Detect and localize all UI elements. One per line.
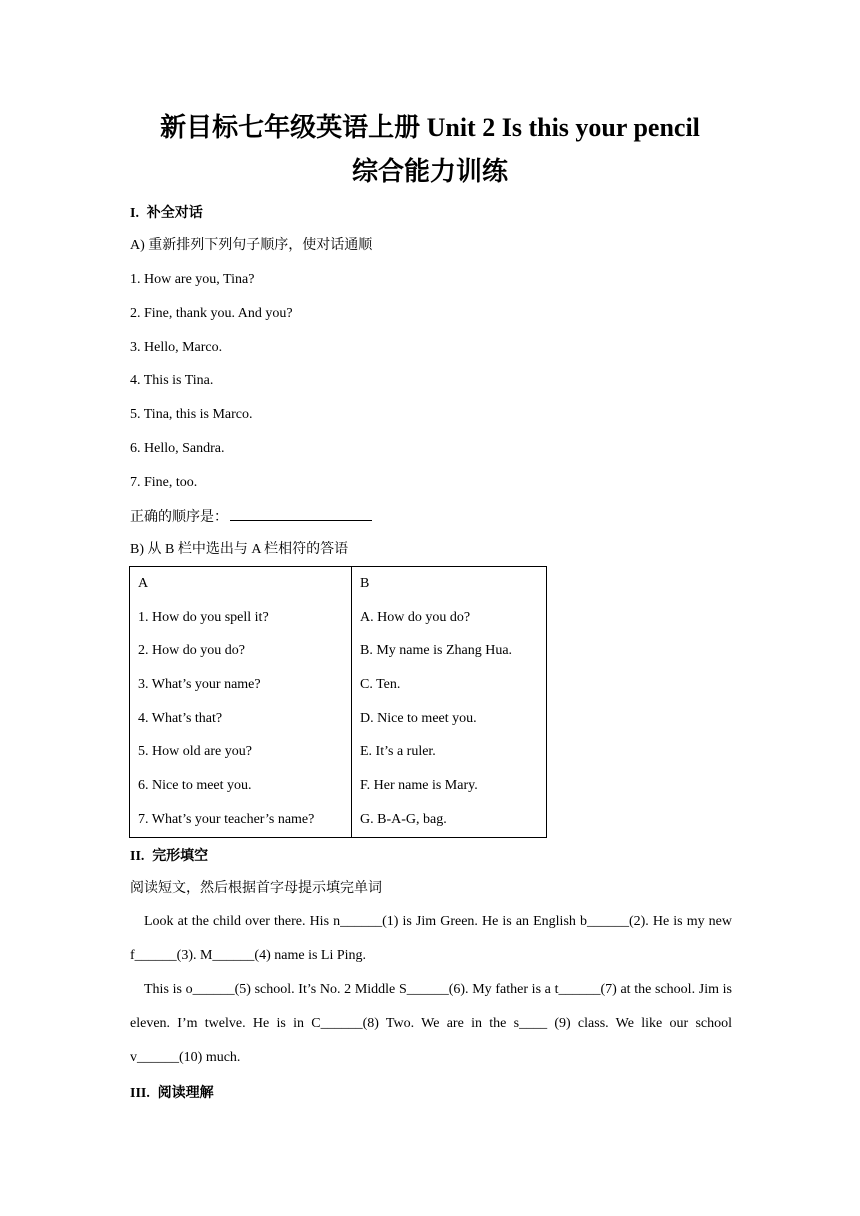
- answer-f: F. Her name is Mary.: [360, 778, 478, 794]
- section-3-title: 阅读理解: [157, 1084, 214, 1100]
- part-a-instruction: A) 重新排列下列句子顺序，使对话通顺: [130, 238, 373, 253]
- sentence-4: 4. This is Tina.: [130, 373, 214, 388]
- question-2: 2. How do you do?: [138, 643, 245, 659]
- answer-label: 正确的顺序是：: [130, 510, 228, 525]
- section-1-title: 补全对话: [146, 204, 203, 220]
- section-2-number: II.: [130, 849, 145, 864]
- sentence-6: 6. Hello, Sandra.: [130, 441, 225, 456]
- cloze-paragraph-1: Look at the child over there. His n______(1) is Jim Green. He is an English b______(2). He is my new f______(3). M______(4) name is Li Ping.: [130, 914, 732, 963]
- sentence-1: 1. How are you, Tina?: [130, 272, 255, 287]
- section-2-title: 完形填空: [152, 847, 209, 863]
- sentence-3: 3. Hello, Marco.: [130, 340, 223, 355]
- section-3-heading: [130, 1083, 214, 1103]
- part-b-instruction: B) 从 B 栏中选出与 A 栏相符的答语: [130, 542, 349, 557]
- matching-table: [129, 566, 547, 838]
- question-7: 7. What’s your teacher’s name?: [138, 811, 315, 827]
- document-subtitle: 综合能力训练: [351, 157, 508, 186]
- document-title: 新目标七年级英语上册 Unit 2 Is this your pencil: [160, 113, 700, 142]
- column-a: [130, 567, 352, 838]
- section-1-heading: [130, 203, 203, 223]
- question-5: 5. How old are you?: [138, 744, 252, 760]
- question-1: 1. How do you spell it?: [138, 609, 269, 625]
- column-b-header: B: [360, 576, 370, 591]
- question-6: 6. Nice to meet you.: [138, 778, 252, 794]
- question-4: 4. What’s that?: [138, 710, 223, 726]
- section-2-instruction: 阅读短文，然后根据首字母提示填完单词: [130, 881, 382, 896]
- answer-b: B. My name is Zhang Hua.: [360, 643, 513, 659]
- column-a-header: A: [138, 576, 149, 591]
- answer-a: A. How do you do?: [360, 609, 471, 625]
- answer-g: G. B-A-G, bag.: [360, 811, 447, 827]
- sentence-2: 2. Fine, thank you. And you?: [130, 306, 293, 321]
- answer-row: [130, 508, 372, 527]
- answer-e: E. It’s a ruler.: [360, 744, 436, 760]
- sentence-5: 5. Tina, this is Marco.: [130, 407, 253, 422]
- section-3-number: III.: [130, 1086, 150, 1101]
- question-3: 3. What’s your name?: [138, 677, 261, 693]
- cloze-paragraph-2: This is o______(5) school. It’s No. 2 Middle S______(6). My father is a t______(7) at the school. Jim is eleven. I’m twelve. He is in C______(8) Two. We are in the s____ (9) class. We like our school v______(10) much.: [130, 982, 732, 1065]
- answer-blank[interactable]: [230, 508, 372, 521]
- section-2-heading: [130, 846, 208, 866]
- cloze-passage: [130, 905, 732, 1075]
- section-1-number: I.: [130, 206, 139, 221]
- answer-c: C. Ten.: [360, 677, 401, 693]
- sentence-7: 7. Fine, too.: [130, 475, 198, 490]
- answer-d: D. Nice to meet you.: [360, 710, 477, 726]
- column-b: [352, 567, 547, 838]
